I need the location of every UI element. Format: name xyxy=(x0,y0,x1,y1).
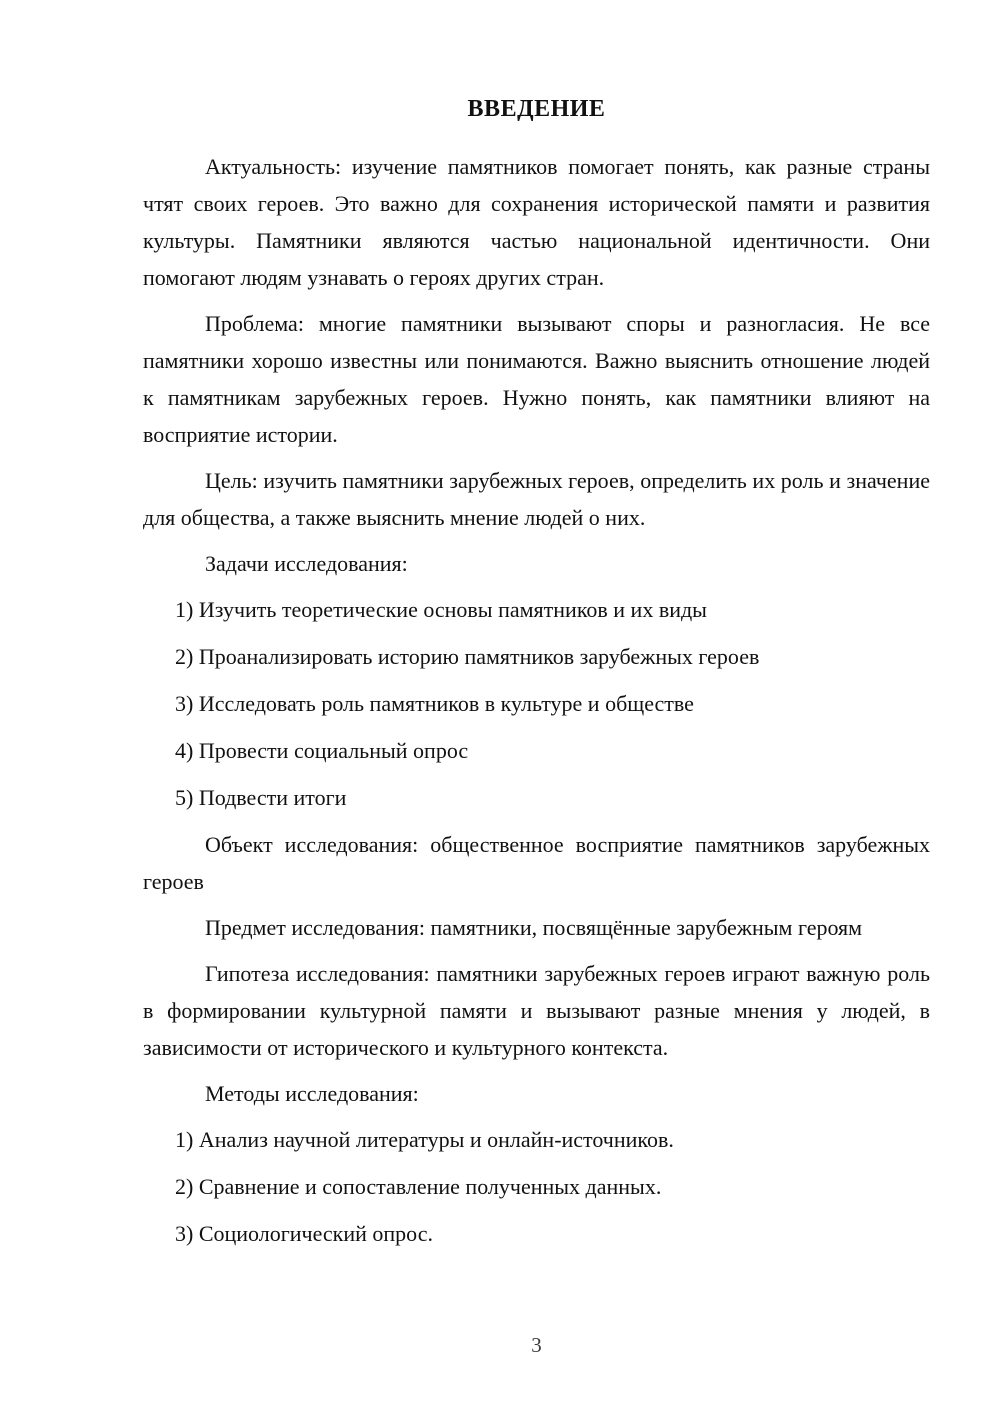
paragraph-gipoteza: Гипотеза исследования: памятники зарубежных героев играют важную роль в формировании культурной памяти и вызывают разные мнения у людей, в зависимости от исторического и культурного контекста. xyxy=(143,961,930,1060)
task-list-item: 5) Подвести итоги xyxy=(175,785,347,810)
task-list-item: 2) Проанализировать историю памятников зарубежных героев xyxy=(175,644,760,669)
paragraph-problema: Проблема: многие памятники вызывают споры и разногласия. Не все памятники хорошо известны или понимаются. Важно выяснить отношение людей к памятникам зарубежных героев. Нужно понять, как памятники влияют на восприятие истории. xyxy=(143,311,930,447)
method-list-item: 3) Социологический опрос. xyxy=(175,1221,433,1246)
paragraph-aktualnost: Актуальность: изучение памятников помогает понять, как разные страны чтят своих героев. Это важно для сохранения исторической памяти и развития культуры. Памятники являются частью национальной идентичности. Они помогают людям узнавать о героях других стран. xyxy=(143,154,930,290)
task-list-item: 4) Провести социальный опрос xyxy=(175,738,469,763)
paragraph-predmet: Предмет исследования: памятники, посвящённые зарубежным героям xyxy=(205,915,863,940)
task-list-item: 1) Изучить теоретические основы памятников и их виды xyxy=(175,597,707,622)
paragraph-obekt: Объект исследования: общественное восприятие памятников зарубежных героев xyxy=(143,832,930,894)
page-title: ВВЕДЕНИЕ xyxy=(467,96,606,122)
page-number: 3 xyxy=(531,1333,542,1357)
method-list-item: 1) Анализ научной литературы и онлайн-источников. xyxy=(175,1127,674,1152)
tasks-heading: Задачи исследования: xyxy=(205,551,408,576)
paragraph-tsel: Цель: изучить памятники зарубежных героев, определить их роль и значение для общества, а также выяснить мнение людей о них. xyxy=(143,468,930,530)
method-list-item: 2) Сравнение и сопоставление полученных данных. xyxy=(175,1174,662,1199)
methods-heading: Методы исследования: xyxy=(205,1081,419,1106)
task-list-item: 3) Исследовать роль памятников в культуре и обществе xyxy=(175,691,694,716)
text-block xyxy=(143,94,930,1262)
